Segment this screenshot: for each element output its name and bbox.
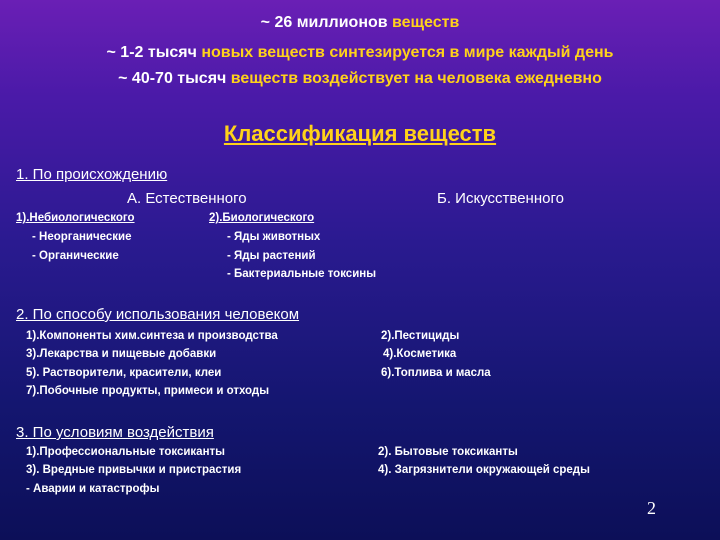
- section-3-left-item: 3). Вредные привычки и пристрастия: [26, 464, 242, 476]
- section-2-left-item: 5). Растворители, красители, клеи: [26, 367, 222, 379]
- header-line-1-prefix: ~ 26 миллионов: [260, 14, 393, 31]
- section-1-col1-item: - Органические: [32, 250, 119, 262]
- section-2-left-item: 1).Компоненты хим.синтеза и производства: [26, 330, 278, 342]
- header-line-2: [0, 44, 720, 62]
- header-line-3-highlight: веществ воздействует на человека ежедневно: [230, 70, 602, 87]
- section-2-heading: 2. По способу использования человеком: [16, 306, 300, 323]
- header-line-2-highlight: новых веществ синтезируется в мире каждый день: [201, 44, 614, 61]
- header-line-1-highlight: веществ: [392, 14, 460, 31]
- section-1-col2-item: - Яды животных: [227, 231, 321, 243]
- section-3-heading: 3. По условиям воздействия: [16, 424, 214, 441]
- section-1-col2-item: - Яды растений: [227, 250, 316, 262]
- section-2-right-item: 2).Пестициды: [381, 330, 460, 342]
- section-3-left-item: 1).Профессиональные токсиканты: [26, 446, 225, 458]
- section-1-heading: 1. По происхождению: [16, 166, 168, 183]
- section-1-sub-a: А. Естественного: [127, 190, 247, 207]
- section-3-right-item: 2). Бытовые токсиканты: [378, 446, 518, 458]
- header-line-1: [0, 14, 720, 32]
- section-2-right-item: 6).Топлива и масла: [381, 367, 491, 379]
- header-line-2-prefix: ~ 1-2 тысяч: [106, 44, 202, 61]
- page-title: Классификация веществ: [223, 121, 497, 146]
- section-1-col1-item: - Неорганические: [32, 231, 132, 243]
- section-3-left-item: - Аварии и катастрофы: [26, 483, 160, 495]
- page-number: 2: [647, 498, 656, 518]
- section-3-right-item: 4). Загрязнители окружающей среды: [378, 464, 590, 476]
- section-1-sub-b: Б. Искусственного: [437, 190, 564, 207]
- section-1-col1-heading: 1).Небиологического: [16, 212, 135, 224]
- section-1-col2-heading: 2).Биологического: [209, 212, 315, 224]
- header-line-3: [0, 70, 720, 88]
- section-2-left-item: 3).Лекарства и пищевые добавки: [26, 348, 217, 360]
- section-1-col2-item: - Бактериальные токсины: [227, 268, 377, 280]
- section-2-right-item: 4).Косметика: [383, 348, 457, 360]
- section-2-left-item: 7).Побочные продукты, примеси и отходы: [26, 385, 270, 397]
- header-line-3-prefix: ~ 40-70 тысяч: [118, 70, 231, 87]
